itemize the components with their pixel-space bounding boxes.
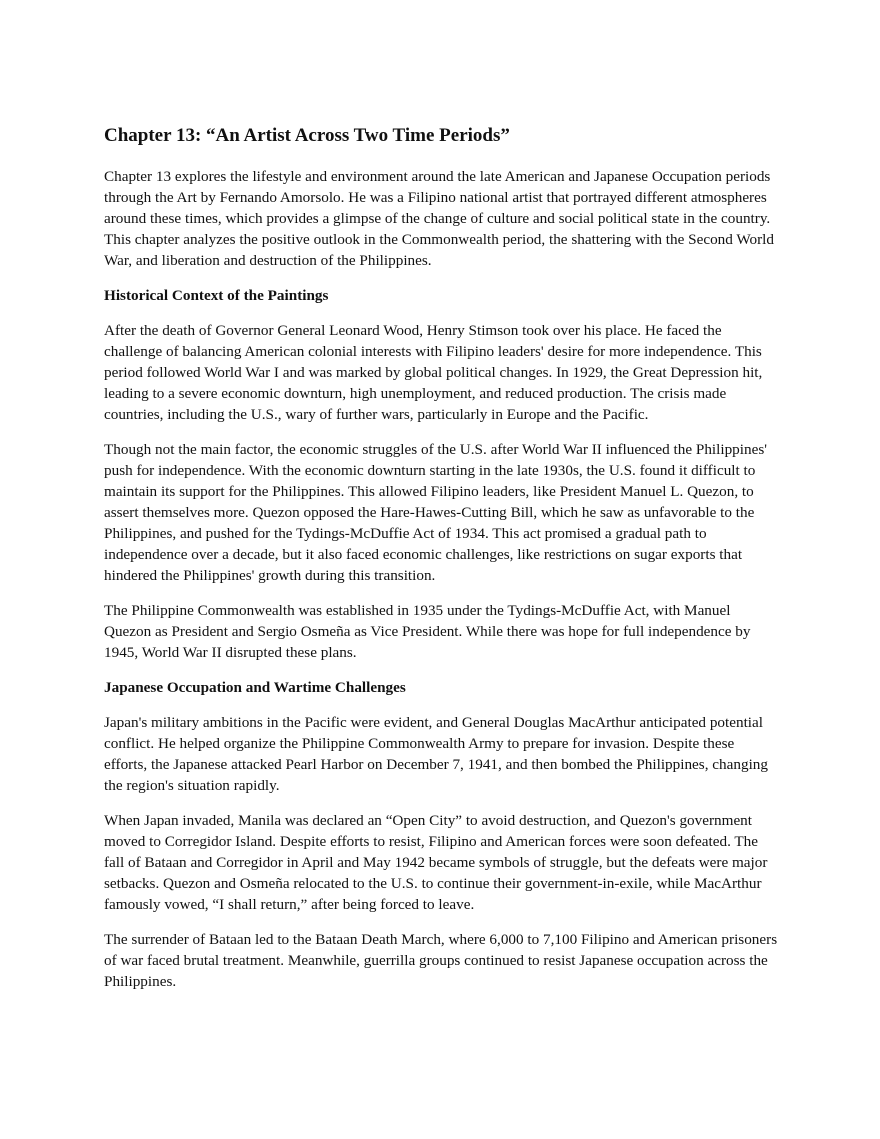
section-historical-context	[104, 285, 780, 663]
paragraph: When Japan invaded, Manila was declared an “Open City” to avoid destruction, and Quezon's government moved to Corregidor Island. Despite efforts to resist, Filipino and American forces were soon defeated. The fall of Bataan and Corregidor in April and May 1942 became symbols of struggle, but the defeats were major setbacks. Quezon and Osmeña relocated to the U.S. to continue their government-in-exile, while MacArthur famously vowed, “I shall return,” after being forced to leave.	[104, 812, 768, 913]
paragraph: After the death of Governor General Leonard Wood, Henry Stimson took over his place. He faced the challenge of balancing American colonial interests with Filipino leaders' desire for more independence. This period followed World War I and was marked by global political changes. In 1929, the Great Depression hit, leading to a severe economic downturn, high unemployment, and reduced production. The crisis made countries, including the U.S., wary of further wars, particularly in Europe and the Pacific.	[104, 322, 763, 423]
section-heading: Japanese Occupation and Wartime Challenges	[104, 679, 406, 696]
chapter-title: Chapter 13: “An Artist Across Two Time Periods”	[104, 125, 510, 146]
document-page	[104, 124, 780, 1006]
section-heading: Historical Context of the Paintings	[104, 287, 329, 304]
intro-paragraph: Chapter 13 explores the lifestyle and environment around the late American and Japanese Occupation periods through the Art by Fernando Amorsolo. He was a Filipino national artist that portrayed different atmospheres around these times, which provides a glimpse of the change of culture and social political state in the country. This chapter analyzes the positive outlook in the Commonwealth period, the shattering with the Second World War, and liberation and destruction of the Philippines.	[104, 168, 774, 269]
paragraph: Though not the main factor, the economic struggles of the U.S. after World War II influenced the Philippines' push for independence. With the economic downturn starting in the late 1930s, the U.S. found it difficult to maintain its support for the Philippines. This allowed Filipino leaders, like President Manuel L. Quezon, to assert themselves more. Quezon opposed the Hare-Hawes-Cutting Bill, which he saw as unfavorable to the Philippines, and pushed for the Tydings-McDuffie Act of 1934. This act promised a gradual path to independence over a decade, but it also faced economic challenges, like restrictions on sugar exports that hindered the Philippines' growth during this transition.	[104, 441, 767, 584]
paragraph: Japan's military ambitions in the Pacific were evident, and General Douglas MacArthur anticipated potential conflict. He helped organize the Philippine Commonwealth Army to prepare for invasion. Despite these efforts, the Japanese attacked Pearl Harbor on December 7, 1941, and then bombed the Philippines, changing the region's situation rapidly.	[104, 714, 768, 794]
paragraph: The surrender of Bataan led to the Bataan Death March, where 6,000 to 7,100 Filipino and American prisoners of war faced brutal treatment. Meanwhile, guerrilla groups continued to resist Japanese occupation across the Philippines.	[104, 931, 778, 990]
paragraph: The Philippine Commonwealth was established in 1935 under the Tydings-McDuffie Act, with Manuel Quezon as President and Sergio Osmeña as Vice President. While there was hope for full independence by 1945, World War II disrupted these plans.	[104, 602, 751, 661]
section-japanese-occupation	[104, 677, 780, 992]
